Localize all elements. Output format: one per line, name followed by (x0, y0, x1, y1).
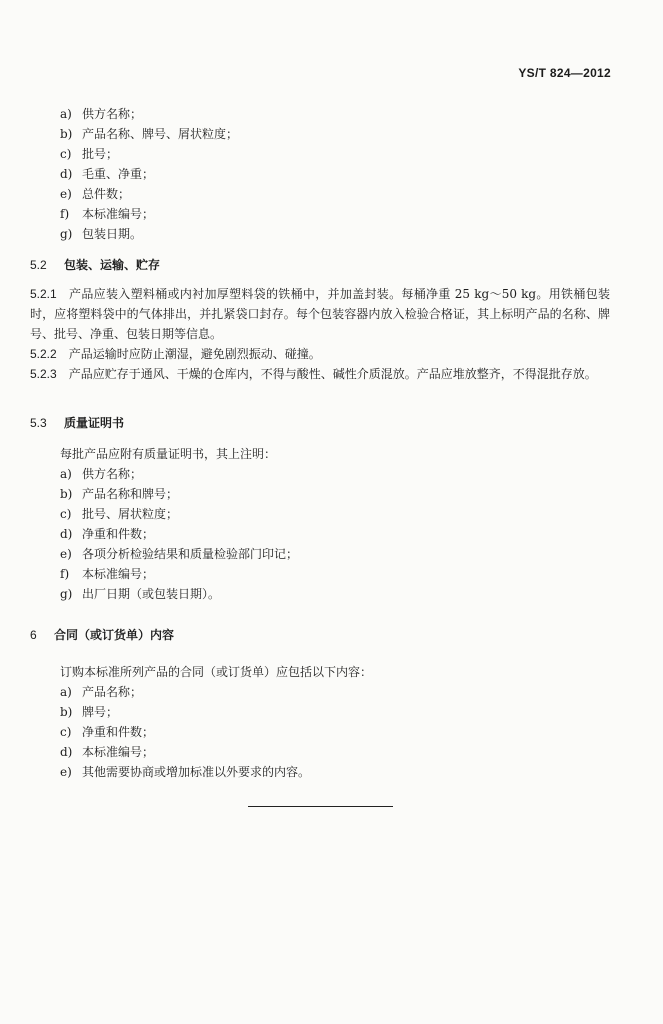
list-item (60, 745, 154, 759)
item-label: g) (60, 587, 73, 601)
item-text: 产品名称和牌号； (82, 487, 179, 501)
section-title: 质量证明书 (64, 416, 125, 430)
list-item (60, 567, 154, 581)
item-label: f) (60, 567, 70, 581)
list-item (60, 227, 142, 241)
clause-text: 产品应贮存于通风、干燥的仓库内，不得与酸性、碱性介质混放。产品应堆放整齐，不得混批存放。 (68, 367, 597, 381)
item-label: c) (60, 147, 72, 161)
item-label: e) (60, 765, 72, 779)
item-text: 总件数； (82, 187, 131, 201)
item-label: b) (60, 487, 73, 501)
item-label: b) (60, 127, 73, 141)
end-rule (248, 806, 393, 807)
item-label: c) (60, 725, 72, 739)
list-item (60, 587, 220, 601)
paragraph-5-2-2 (30, 344, 610, 364)
item-label: e) (60, 547, 72, 561)
standard-code: YS/T 824—2012 (518, 66, 611, 80)
item-text: 本标准编号； (82, 745, 155, 759)
clause-number: 5.2.3 (30, 367, 57, 381)
list-item (60, 127, 238, 141)
item-text: 批号； (82, 147, 119, 161)
item-label: d) (60, 167, 73, 181)
list-item (60, 487, 178, 501)
item-text: 其他需要协商或增加标准以外要求的内容。 (82, 765, 311, 779)
item-label: g) (60, 227, 73, 241)
item-text: 毛重、净重； (82, 167, 155, 181)
item-text: 供方名称； (82, 107, 143, 121)
item-text: 供方名称； (82, 467, 143, 481)
item-text: 牌号； (82, 705, 119, 719)
paragraph-5-2-3 (30, 364, 610, 384)
item-label: a) (60, 685, 72, 699)
item-text: 批号、屑状粒度； (82, 507, 179, 521)
list-item (60, 507, 178, 521)
list-item (60, 207, 154, 221)
item-label: a) (60, 467, 72, 481)
paragraph-5-2-1 (30, 284, 610, 344)
item-label: c) (60, 507, 72, 521)
item-text: 产品名称、牌号、屑状粒度； (82, 127, 239, 141)
clause-number: 5.2.2 (30, 347, 57, 361)
item-label: d) (60, 745, 73, 759)
list-item (60, 705, 118, 719)
clause-text: 产品运输时应防止潮湿，避免剧烈振动、碰撞。 (68, 347, 321, 361)
section-number: 5.3 (30, 416, 47, 430)
item-text: 产品名称； (82, 685, 143, 699)
list-item (60, 167, 154, 181)
item-label: a) (60, 107, 72, 121)
item-label: d) (60, 527, 73, 541)
item-text: 净重和件数； (82, 527, 155, 541)
list-item (60, 547, 298, 561)
section-heading-6 (30, 628, 174, 642)
section-heading-5-3 (30, 416, 124, 430)
list-item (60, 147, 118, 161)
item-text: 各项分析检验结果和质量检验部门印记； (82, 547, 299, 561)
list-item (60, 765, 310, 779)
list-item (60, 527, 154, 541)
clause-text: 产品应装入塑料桶或内衬加厚塑料袋的铁桶中，并加盖封装。每桶净重 25 kg～50 kg。用铁桶包装时，应将塑料袋中的气体排出，并扎紧袋口封存。每个包装容器内放入检验合格证，其上标明产品的名称、牌号、批号、净重、包装日期等信息。 (30, 287, 610, 341)
section-title: 包装、运输、贮存 (64, 258, 161, 272)
item-label: b) (60, 705, 73, 719)
intro-text: 每批产品应附有质量证明书，其上注明： (60, 447, 277, 461)
item-label: f) (60, 207, 70, 221)
item-text: 本标准编号； (82, 567, 155, 581)
list-item (60, 725, 154, 739)
section-number: 5.2 (30, 258, 47, 272)
list-item (60, 685, 142, 699)
intro-text: 订购本标准所列产品的合同（或订货单）应包括以下内容： (60, 665, 373, 679)
item-text: 本标准编号； (82, 207, 155, 221)
item-label: e) (60, 187, 72, 201)
list-item (60, 467, 142, 481)
list-item (60, 187, 130, 201)
section-number: 6 (30, 628, 37, 642)
section-title: 合同（或订货单）内容 (54, 628, 175, 642)
item-text: 出厂日期（或包装日期）。 (82, 587, 221, 601)
clause-number: 5.2.1 (30, 287, 57, 301)
list-item (60, 107, 142, 121)
section-heading-5-2 (30, 258, 160, 272)
item-text: 净重和件数； (82, 725, 155, 739)
item-text: 包装日期。 (82, 227, 143, 241)
